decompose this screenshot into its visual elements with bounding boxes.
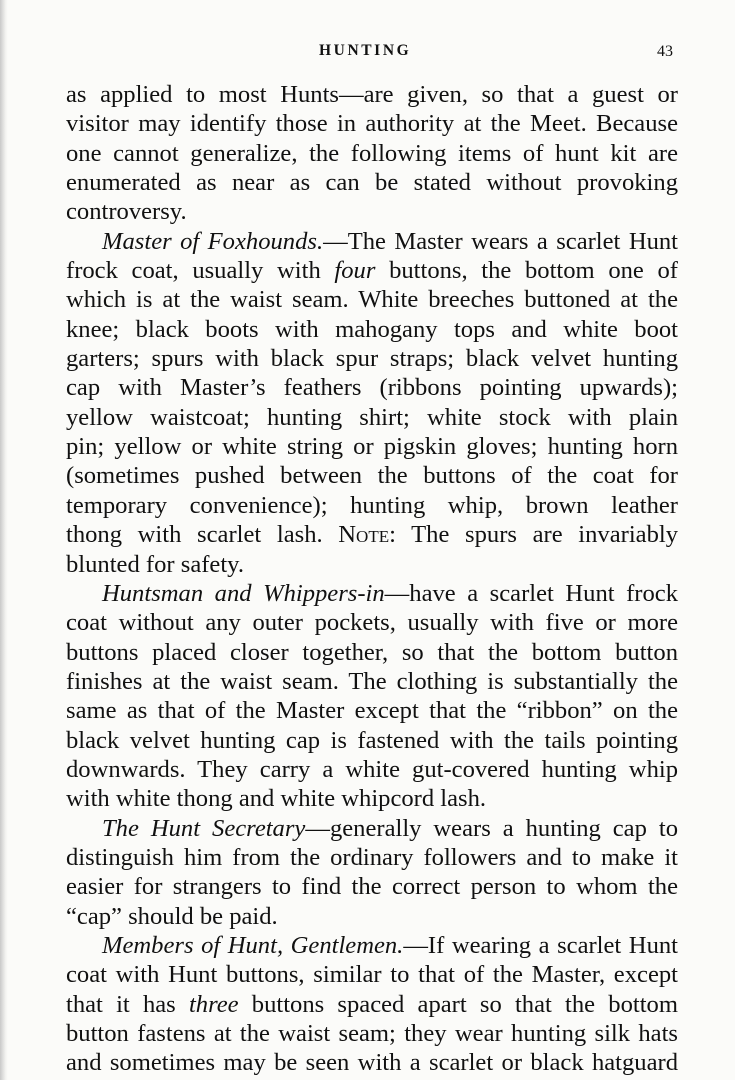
- emphasis-four: four: [334, 257, 376, 285]
- text-line: coat without any outer pockets, usually with five or more: [66, 609, 678, 637]
- line-text: buttons, the bottom one of: [375, 257, 678, 285]
- text-line: enumerated as near as can be stated without provoking: [66, 169, 678, 197]
- body-text: [66, 80, 678, 1078]
- line-text: buttons spaced apart so that the bottom: [238, 990, 678, 1018]
- line-text: frock coat, usually with: [66, 257, 335, 285]
- text-line: knee; black boots with mahogany tops and white boot: [66, 315, 678, 343]
- line-text: : The spurs are invariably: [389, 521, 678, 549]
- text-line: downwards. They carry a white gut-covered hunting whip: [66, 755, 678, 783]
- line-text: that it has: [66, 990, 189, 1018]
- text-line: one cannot generalize, the following items of hunt kit are: [66, 139, 678, 167]
- text-line: garters; spurs with black spur straps; black velvet hunting: [66, 345, 678, 373]
- text-line: as applied to most Hunts—are given, so that a guest or: [66, 81, 678, 108]
- text-line: finishes at the waist seam. The clothing is substantially the: [66, 667, 678, 695]
- text-line: button fastens at the waist seam; they wear hunting silk hats: [66, 1020, 678, 1047]
- text-line: [66, 227, 678, 256]
- text-line: [66, 814, 678, 843]
- emphasis-three: three: [188, 990, 239, 1018]
- text-line: pin; yellow or white string or pigskin gloves; hunting horn: [66, 433, 678, 461]
- running-title: HUNTING: [319, 42, 412, 59]
- text-line: [66, 520, 678, 549]
- page-gutter-shadow: [0, 0, 8, 1080]
- text-line: with white thong and white whipcord lash.: [66, 785, 487, 813]
- text-line: and sometimes may be seen with a scarlet or black hatguard: [66, 1049, 678, 1077]
- section-heading-members: Members of Hunt, Gentlemen.: [102, 931, 404, 959]
- text-line: black velvet hunting cap is fastened with the tails pointing: [66, 726, 678, 754]
- text-line: [66, 990, 678, 1019]
- text-line: blunted for safety.: [66, 550, 245, 578]
- text-line: coat with Hunt buttons, similar to that of the Master, except: [66, 961, 678, 989]
- section-heading-secretary: The Hunt Secretary: [102, 814, 306, 842]
- text-line: [66, 931, 678, 960]
- section-heading-master: Master of Foxhounds.: [102, 227, 324, 255]
- text-line: cap with Master’s feathers (ribbons pointing upwards);: [66, 374, 678, 402]
- text-line: easier for strangers to find the correct person to whom the: [66, 873, 678, 901]
- text-line: buttons placed closer together, so that the bottom button: [66, 638, 678, 666]
- line-text: —If wearing a scarlet Hunt: [403, 931, 678, 959]
- text-line: “cap” should be paid.: [66, 902, 278, 930]
- text-line: temporary convenience); hunting whip, brown leather: [66, 491, 678, 519]
- page-number: 43: [657, 43, 673, 60]
- text-line: [66, 579, 678, 608]
- line-text: —The Master wears a scarlet Hunt: [323, 227, 679, 255]
- running-head: [0, 40, 735, 66]
- line-text: thong with scarlet lash.: [66, 521, 339, 549]
- text-line: (sometimes pushed between the buttons of the coat for: [66, 462, 678, 490]
- text-line: visitor may identify those in authority at the Meet. Because: [66, 110, 678, 138]
- line-text: —generally wears a hunting cap to: [305, 814, 678, 842]
- note-label: Note: [338, 521, 390, 549]
- section-heading-huntsman: Huntsman and Whippers-in: [102, 579, 385, 607]
- text-line: yellow waistcoat; hunting shirt; white stock with plain: [66, 403, 678, 431]
- text-line: distinguish him from the ordinary followers and to make it: [66, 843, 678, 871]
- line-text: —have a scarlet Hunt frock: [384, 579, 679, 607]
- text-line: same as that of the Master except that the “ribbon” on the: [66, 697, 678, 725]
- text-line: [66, 256, 678, 285]
- text-line: which is at the waist seam. White breeches buttoned at the: [66, 286, 678, 314]
- text-line: controversy.: [66, 198, 187, 226]
